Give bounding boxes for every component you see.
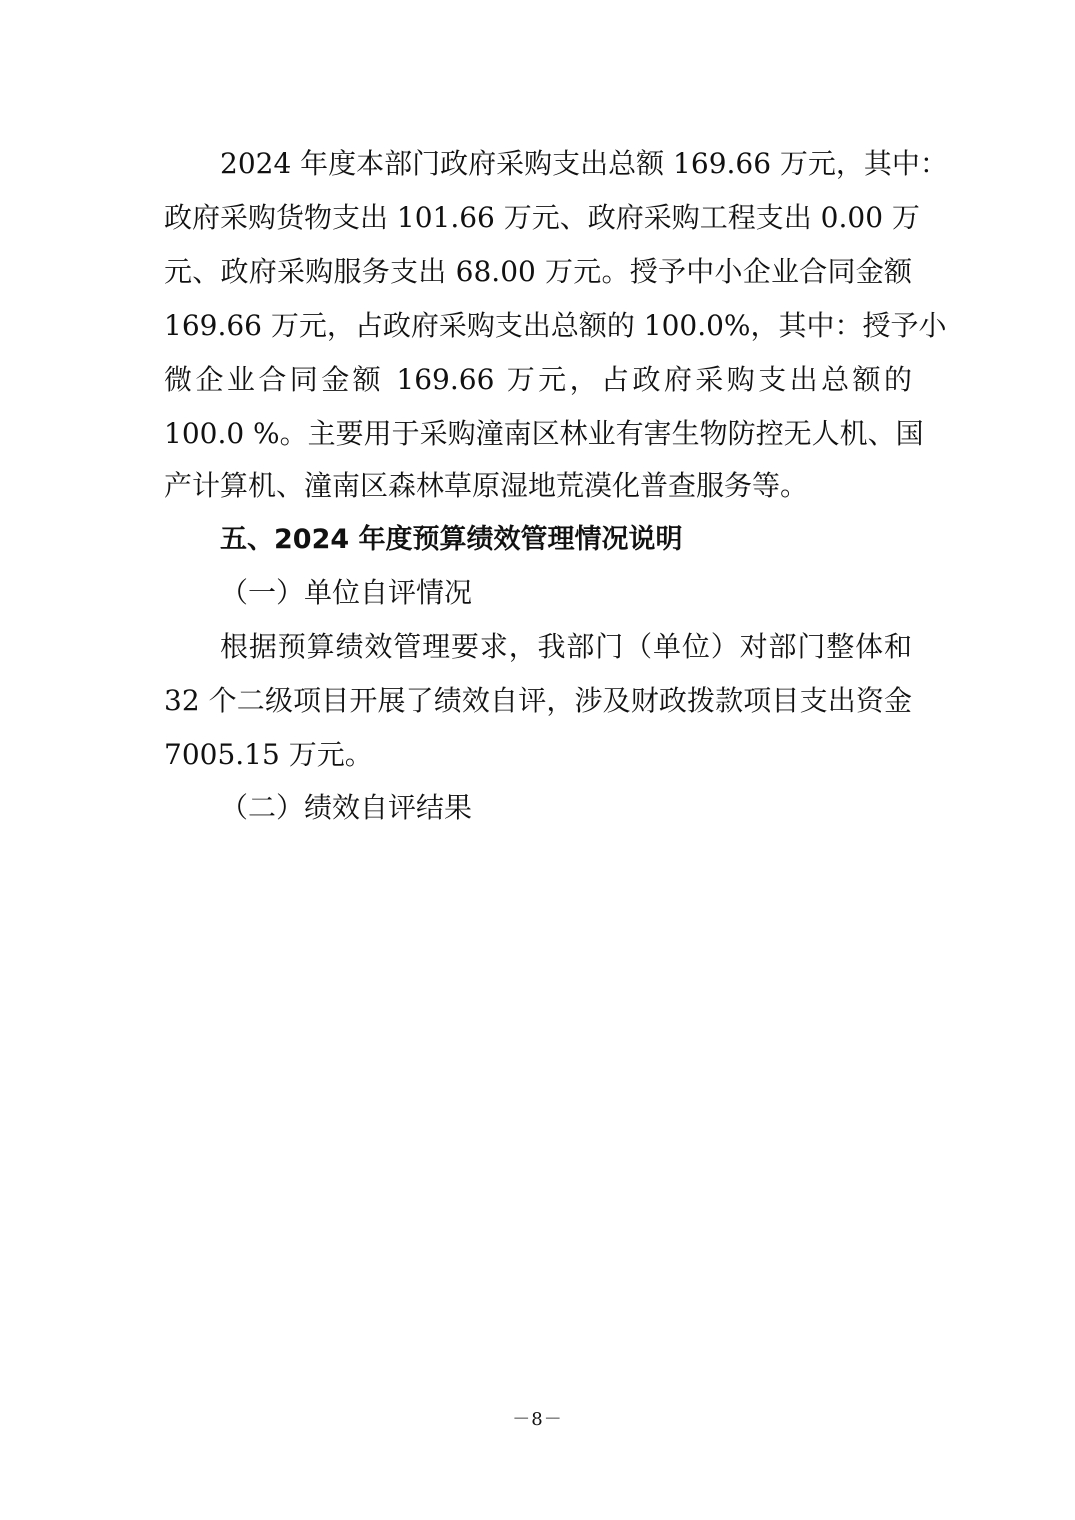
paragraph-1-line-5: 微企业合同金额 169.66 万元，占政府采购支出总额的 [164, 363, 912, 396]
paragraph-2-line-3: 7005.15 万元。 [164, 738, 373, 771]
subsection-heading-1: （一）单位自评情况 [220, 576, 473, 609]
paragraph-2-line-2: 32 个二级项目开展了绩效自评，涉及财政拨款项目支出资金 [164, 684, 912, 717]
paragraph-1-line-2: 政府采购货物支出 101.66 万元、政府采购工程支出 0.00 万 [164, 201, 920, 234]
subsection-heading-2: （二）绩效自评结果 [220, 791, 473, 824]
paragraph-1-line-7: 产计算机、潼南区森林草原湿地荒漠化普查服务等。 [164, 469, 809, 502]
paragraph-1-line-1: 2024 年度本部门政府采购支出总额 169.66 万元，其中： [220, 147, 948, 180]
paragraph-1-line-3: 元、政府采购服务支出 68.00 万元。授予中小企业合同金额 [164, 255, 912, 288]
paragraph-2-line-1: 根据预算绩效管理要求，我部门（单位）对部门整体和 [220, 630, 912, 663]
section-heading: 五、2024 年度预算绩效管理情况说明 [220, 524, 683, 555]
paragraph-1-line-6: 100.0 %。主要用于采购潼南区林业有害生物防控无人机、国 [164, 417, 924, 450]
page-number: －8－ [512, 1409, 563, 1430]
paragraph-1-line-4: 169.66 万元，占政府采购支出总额的 100.0%，其中：授予小 [164, 309, 947, 342]
